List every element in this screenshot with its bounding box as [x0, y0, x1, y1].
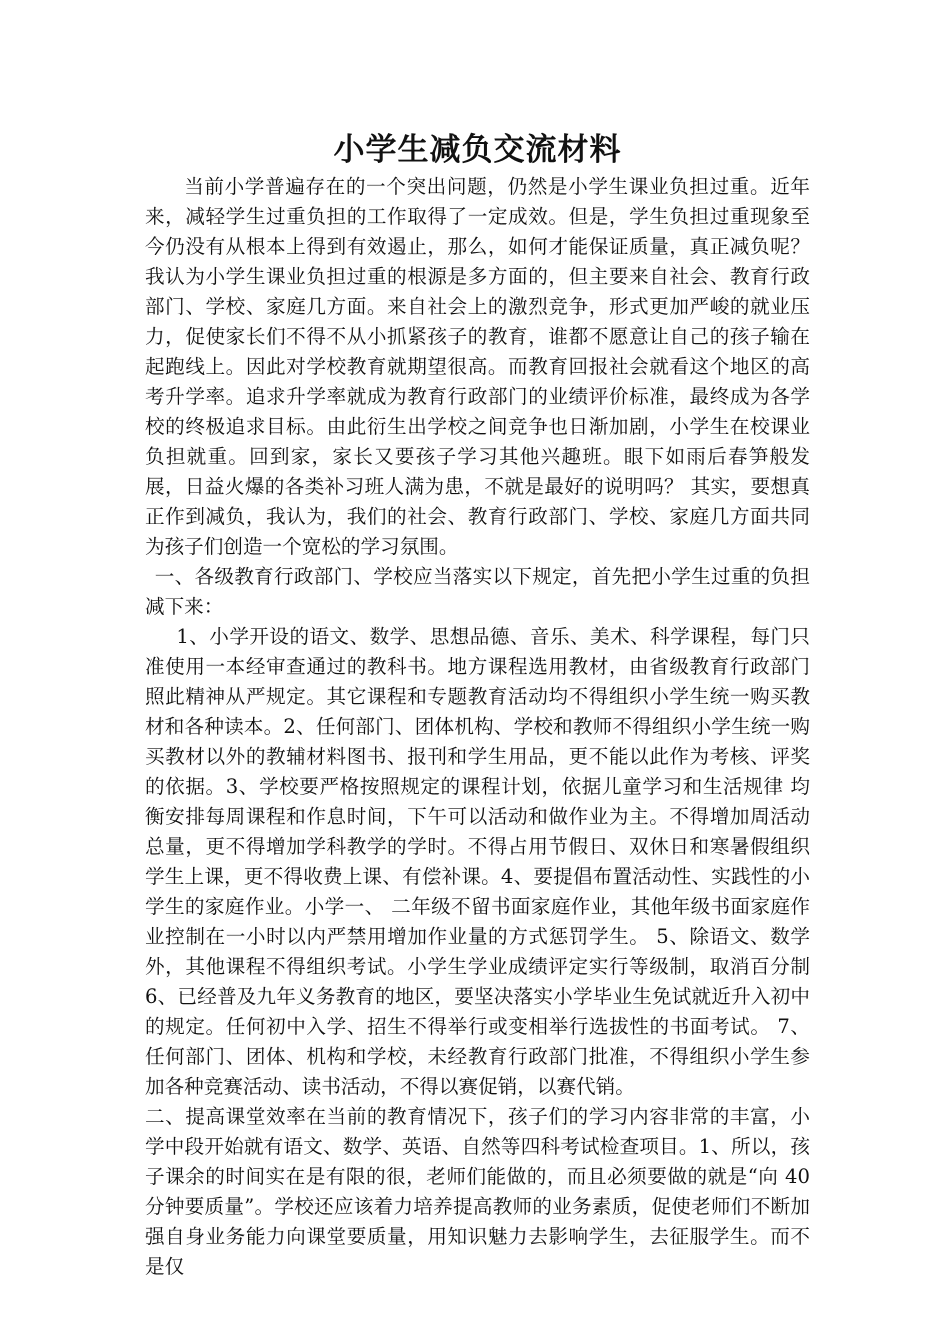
paragraph-section-1-rules: 1、小学开设的语文、数学、思想品德、音乐、美术、科学课程，每门只准使用一本经审查通过的教科书。地方课程选用教材，由省级教育行政部门照此精神从严规定。其它课程和专题教育活动均不得组织小学生统一购买教材和各种读本。2、任何部门、团体机构、学校和教师不得组织小学生统一购买教材以外的教辅材料图书、报刊和学生用品，更不能以此作为考核、评奖的依据。3、学校要严格按照规定的课程计划，依据儿童学习和生活规律 均衡安排每周课程和作息时间，下午可以活动和做作业为主。不得增加周活动总量，更不得增加学科教学的学时。不得占用节假日、双休日和寒暑假组织学生上课，更不得收费上课、有偿补课。4、要提倡布置活动性、实践性的小学生的家庭作业。小学一、 二年级不留书面家庭作业，其他年级书面家庭作业控制在一小时以内严禁用增加作业量的方式惩罚学生。 5、除语文、数学外，其他课程不得组织考试。小学生学业成绩评定实行等级制，取消百分制 6、已经普及九年义务教育的地区，要坚决落实小学毕业生免试就近升入初中的规定。任何初中入学、招生不得举行或变相举行选拔性的书面考试。 7、任何部门、团体、机构和学校，未经教育行政部门批准，不得组织小学生参加各种竞赛活动、读书活动，不得以赛促销，以赛代销。	[145, 625, 810, 1098]
paragraph-section-1-heading: 一、各级教育行政部门、学校应当落实以下规定，首先把小学生过重的负担减下来：	[145, 565, 810, 618]
paragraph-section-2: 二、提高课堂效率在当前的教育情况下，孩子们的学习内容非常的丰富，小学中段开始就有语文、数学、英语、自然等四科考试检查项目。1、所以，孩子课余的时间实在是有限的很，老师们能做的，而且必须要做的就是“向 40 分钟要质量”。学校还应该着力培养提高教师的业务素质，促使老师们不断加强自身业务能力向课堂要质量，用知识魅力去影响学生，去征服学生。而不是仅	[145, 1105, 810, 1278]
paragraph-intro: 当前小学普遍存在的一个突出问题，仍然是小学生课业负担过重。近年来，减轻学生过重负担的工作取得了一定成效。但是，学生负担过重现象至今仍没有从根本上得到有效遏止，那么，如何才能保证质量，真正减负呢？ 我认为小学生课业负担过重的根源是多方面的，但主要来自社会、教育行政部门、学校、家庭几方面。来自社会上的激烈竞争，形式更加严峻的就业压力，促使家长们不得不从小抓紧孩子的教育，谁都不愿意让自己的孩子输在起跑线上。因此对学校教育就期望很高。而教育回报社会就看这个地区的高考升学率。追求升学率就成为教育行政部门的业绩评价标准，最终成为各学校的终极追求目标。由此衍生出学校之间竞争也日渐加剧，小学生在校课业负担就重。回到家，家长又要孩子学习其他兴趣班。眼下如雨后春笋般发展，日益火爆的各类补习班人满为患，不就是最好的说明吗？ 其实，要想真正作到减负，我认为，我们的社会、教育行政部门、学校、家庭几方面共同为孩子们创造一个宽松的学习氛围。	[145, 175, 810, 558]
document-page	[145, 128, 810, 1282]
document-title: 小学生减负交流材料	[333, 132, 622, 168]
